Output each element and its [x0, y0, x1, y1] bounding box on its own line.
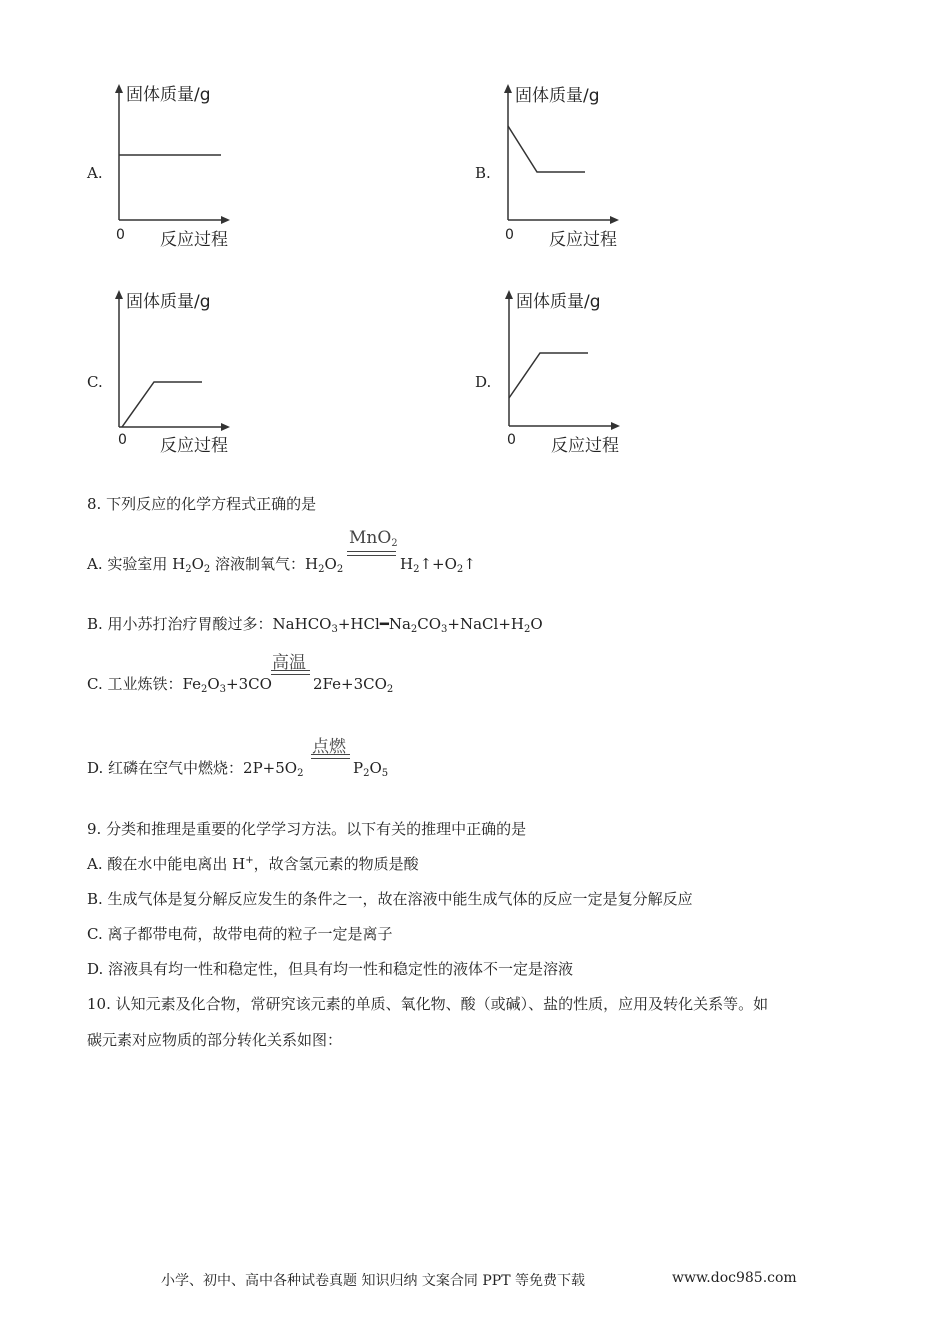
- q8d-products: $P_2O_5$: [353, 759, 389, 779]
- curve-line: [508, 126, 585, 172]
- q8-stem: 8. 下列反应的化学方程式正确的是: [87, 495, 317, 513]
- origin-label: 0: [116, 227, 125, 243]
- q9-option-a: A. 酸在水中能电离出 H+，故含氢元素的物质是酸: [87, 855, 419, 873]
- x-axis-label: 反应过程: [160, 230, 228, 250]
- q9-option-d: D. 溶液具有均一性和稳定性，但具有均一性和稳定性的液体不一定是溶液: [87, 960, 574, 978]
- q8a-condition: MnO$_2$: [349, 528, 398, 549]
- y-axis-label: 固体质量/g: [516, 292, 601, 312]
- option-letter: D.: [475, 373, 492, 391]
- graph-a: [108, 82, 248, 252]
- option-letter: B.: [475, 164, 491, 182]
- q9-option-c: C. 离子都带电荷，故带电荷的粒子一定是离子: [87, 925, 393, 943]
- q8c-products: $2Fe+3CO_2$: [313, 675, 394, 695]
- y-axis-label: 固体质量/g: [126, 292, 211, 312]
- origin-label: 0: [507, 432, 516, 448]
- curve-line: [122, 382, 202, 427]
- q8d-text: D. 红磷在空气中燃烧：$2P+5O_2$: [87, 759, 304, 779]
- q10-line2: 碳元素对应物质的部分转化关系如图：: [87, 1031, 343, 1049]
- x-axis-label: 反应过程: [549, 230, 617, 250]
- option-letter: C.: [87, 373, 103, 391]
- q8-option-b: B. 用小苏打治疗胃酸过多：$NaHCO_3+HCl━Na_2CO_3+NaCl+H_2O$: [87, 615, 543, 635]
- graph-d: [498, 288, 638, 458]
- q8d-condition: 点燃: [312, 737, 346, 757]
- q8c-equals: [271, 670, 310, 675]
- q8d-equals: [311, 754, 350, 759]
- footer-text: 小学、初中、高中各种试卷真题 知识归纳 文案合同 PPT 等免费下载: [161, 1273, 585, 1289]
- x-axis-label: 反应过程: [160, 436, 228, 456]
- graph-b: [497, 82, 637, 252]
- curve-line: [509, 353, 588, 398]
- q9-stem: 9. 分类和推理是重要的化学学习方法。以下有关的推理中正确的是: [87, 820, 527, 838]
- q8a-products: $H_2↑+O_2↑$: [400, 555, 476, 575]
- q8a-text: A. 实验室用 $H_2O_2$ 溶液制氧气：$H_2O_2$: [87, 555, 344, 575]
- footer-url[interactable]: www.doc985.com: [672, 1270, 797, 1286]
- option-letter: A.: [87, 164, 103, 182]
- q9-option-b: B. 生成气体是复分解反应发生的条件之一，故在溶液中能生成气体的反应一定是复分解反应: [87, 890, 693, 908]
- q8c-text: C. 工业炼铁：$Fe_2O_3+3CO$: [87, 675, 272, 695]
- y-axis-label: 固体质量/g: [515, 86, 600, 106]
- graph-c: [108, 288, 248, 458]
- q8c-condition: 高温: [272, 653, 306, 673]
- x-axis-label: 反应过程: [551, 436, 619, 456]
- y-axis-label: 固体质量/g: [126, 85, 211, 105]
- q8a-equals: [347, 551, 396, 556]
- q10-line1: 10. 认知元素及化合物，常研究该元素的单质、氧化物、酸（或碱）、盐的性质，应用及转化关系等。如: [87, 995, 769, 1013]
- origin-label: 0: [118, 432, 127, 448]
- origin-label: 0: [505, 227, 514, 243]
